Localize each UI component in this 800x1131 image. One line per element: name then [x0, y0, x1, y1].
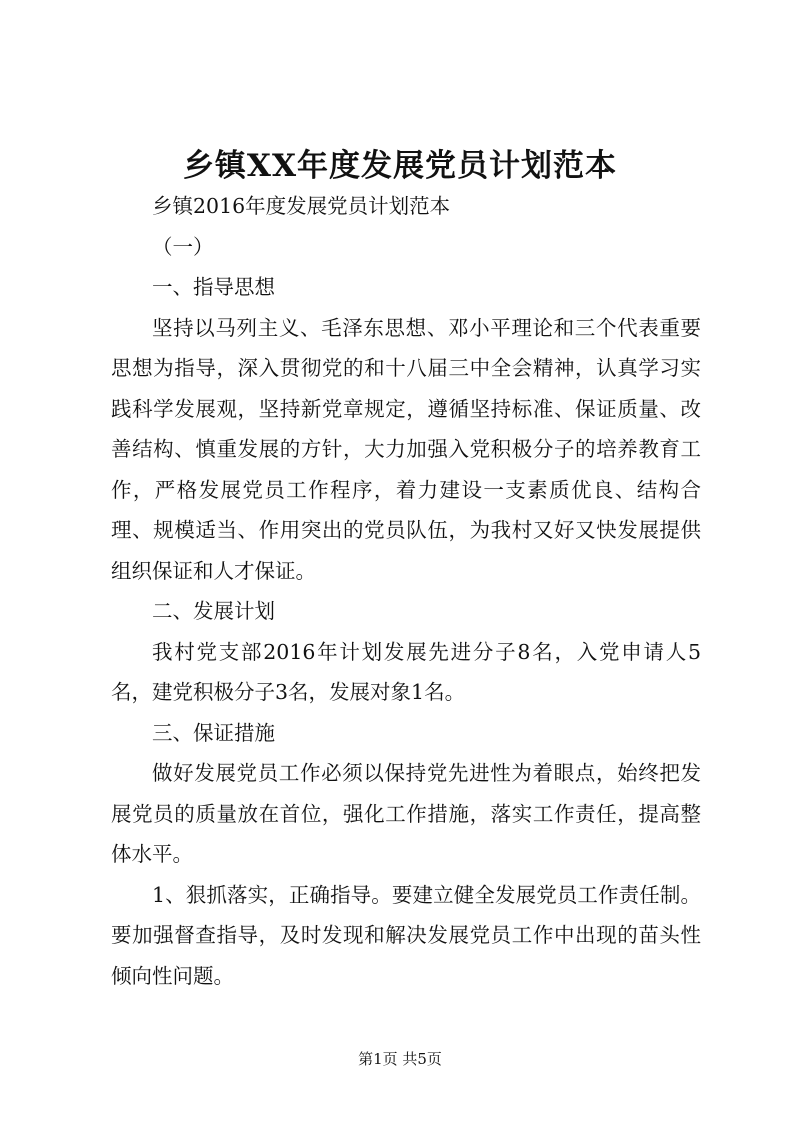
page-title: 乡镇XX年度发展党员计划范本 [182, 148, 618, 184]
subtitle-paragraph: 乡镇2016年度发展党员计划范本 [152, 194, 451, 218]
section-heading-guarantee-measures: 三、保证措施 [152, 720, 275, 745]
paragraph-guiding-thought: 坚持以马列主义、毛泽东思想、邓小平理论和三个代表重要思想为指导，深入贯彻党的和十八届三中全会精神，认真学习实践科学发展观，坚持新党章规定，遵循坚持标准、保证质量、改善结构、慎重发展的方针，大力加强入党积极分子的培养教育工作，严格发展党员工作程序，着力建设一支素质优良、结构合理、规模适当、作用突出的党员队伍，为我村又好又快发展提供组织保证和人才保证。 [111, 315, 701, 583]
page-number-footer: 第1页 共5页 [358, 1050, 442, 1068]
paragraph-measure-1: 1、狠抓落实，正确指导。要建立健全发展党员工作责任制。要加强督查指导，及时发现和解决发展党员工作中出现的苗头性倾向性问题。 [111, 882, 701, 988]
paragraph-guarantee-measures: 做好发展党员工作必须以保持党先进性为着眼点，始终把发展党员的质量放在首位，强化工作措施，落实工作责任，提高整体水平。 [111, 761, 701, 866]
paragraph-development-plan: 我村党支部2016年计划发展先进分子8名，入党申请人5名，建党积极分子3名，发展对象1名。 [111, 639, 701, 704]
section-heading-guiding-thought: 一、指导思想 [152, 275, 275, 299]
section-marker: （一） [152, 234, 214, 259]
section-heading-development-plan: 二、发展计划 [152, 599, 275, 623]
document-body [111, 186, 701, 996]
